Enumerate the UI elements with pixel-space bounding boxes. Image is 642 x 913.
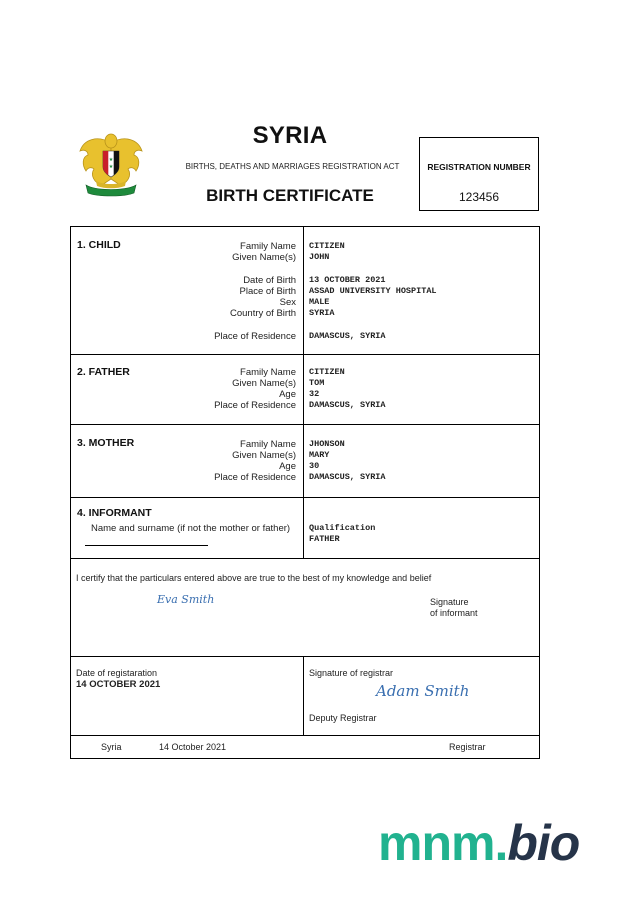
- label-age: Age: [279, 389, 296, 400]
- document-title: BIRTH CERTIFICATE: [206, 186, 374, 205]
- value-residence: DAMASCUS, SYRIA: [309, 400, 386, 410]
- value-family-name: CITIZEN: [309, 367, 345, 377]
- label-sex: Sex: [279, 297, 296, 308]
- registration-number-box: [419, 137, 539, 211]
- value-given-names: JOHN: [309, 252, 330, 262]
- registrar-signature: Adam Smith: [376, 682, 470, 700]
- signature-label-line1: Signature: [430, 597, 469, 607]
- qualification-value: FATHER: [309, 534, 340, 544]
- certificate-table: [70, 226, 540, 759]
- act-subtitle: BIRTHS, DEATHS AND MARRIAGES REGISTRATION ACT: [185, 162, 400, 171]
- svg-text:★: ★: [108, 157, 114, 163]
- qualification-label: Qualification: [309, 523, 376, 533]
- divider: [71, 497, 539, 498]
- label-age: Age: [279, 461, 296, 472]
- informant-name-line: [85, 545, 208, 546]
- date-of-registration-value: 14 OCTOBER 2021: [76, 679, 161, 690]
- informant-values: [309, 523, 375, 545]
- logo-part-primary: mnm.: [378, 815, 508, 871]
- label-cob: Country of Birth: [230, 308, 296, 319]
- label-family-name: Family Name: [240, 367, 296, 378]
- logo-part-secondary: bio: [507, 815, 580, 871]
- date-of-registration-label: Date of registaration: [76, 668, 158, 678]
- footer-country: Syria: [101, 742, 122, 752]
- father-values: [309, 367, 386, 411]
- registration-number-label: REGISTRATION NUMBER: [427, 162, 531, 172]
- label-family-name: Family Name: [240, 439, 296, 450]
- certification-statement: I certify that the particulars entered above are true to the best of my knowledge and belief: [76, 573, 432, 583]
- value-pob: ASSAD UNIVERSITY HOSPITAL: [309, 286, 437, 296]
- father-labels: [214, 367, 296, 411]
- label-given-names: Given Name(s): [232, 252, 296, 263]
- svg-text:★: ★: [108, 164, 114, 170]
- value-cob: SYRIA: [309, 308, 335, 318]
- section-title: 2. FATHER: [77, 366, 130, 378]
- mnm-bio-logo: [378, 815, 580, 871]
- mother-values: [309, 439, 386, 483]
- value-family-name: JHONSON: [309, 439, 345, 449]
- value-sex: MALE: [309, 297, 330, 307]
- label-residence: Place of Residence: [214, 331, 296, 342]
- label-residence: Place of Residence: [214, 472, 296, 483]
- country-title: SYRIA: [252, 122, 328, 149]
- label-given-names: Given Name(s): [232, 378, 296, 389]
- section-title: 3. MOTHER: [77, 437, 135, 449]
- divider: [71, 558, 539, 559]
- informant-name-label: Name and surname (if not the mother or father): [91, 523, 291, 534]
- informant-signature: Eva Smith: [157, 593, 215, 606]
- label-given-names: Given Name(s): [232, 450, 296, 461]
- value-given-names: TOM: [309, 378, 325, 388]
- signature-of-registrar-label: Signature of registrar: [309, 668, 394, 678]
- section-title: 1. CHILD: [77, 239, 121, 251]
- footer-date: 14 October 2021: [159, 742, 227, 752]
- footer-role: Registrar: [449, 742, 486, 752]
- divider: [71, 735, 539, 736]
- divider: [71, 656, 539, 657]
- child-values: [309, 241, 437, 342]
- label-family-name: Family Name: [240, 241, 296, 252]
- value-dob: 13 OCTOBER 2021: [309, 275, 386, 285]
- value-residence: DAMASCUS, SYRIA: [309, 331, 386, 341]
- child-labels: [214, 241, 296, 342]
- coat-of-arms-emblem-icon: [76, 129, 146, 197]
- signature-label-line2: of informant: [430, 608, 478, 618]
- deputy-registrar-label: Deputy Registrar: [309, 713, 377, 723]
- divider: [71, 354, 539, 355]
- section-title: 4. INFORMANT: [77, 507, 152, 519]
- signature-of-informant-label: [430, 597, 478, 619]
- column-divider: [303, 227, 304, 558]
- value-residence: DAMASCUS, SYRIA: [309, 472, 386, 482]
- mother-labels: [214, 439, 296, 483]
- column-divider: [303, 656, 304, 735]
- label-pob: Place of Birth: [239, 286, 296, 297]
- label-residence: Place of Residence: [214, 400, 296, 411]
- value-age: 32: [309, 389, 320, 399]
- label-dob: Date of Birth: [243, 275, 296, 286]
- divider: [71, 424, 539, 425]
- value-given-names: MARY: [309, 450, 330, 460]
- value-age: 30: [309, 461, 320, 471]
- registration-number-value: 123456: [458, 190, 500, 204]
- value-family-name: CITIZEN: [309, 241, 345, 251]
